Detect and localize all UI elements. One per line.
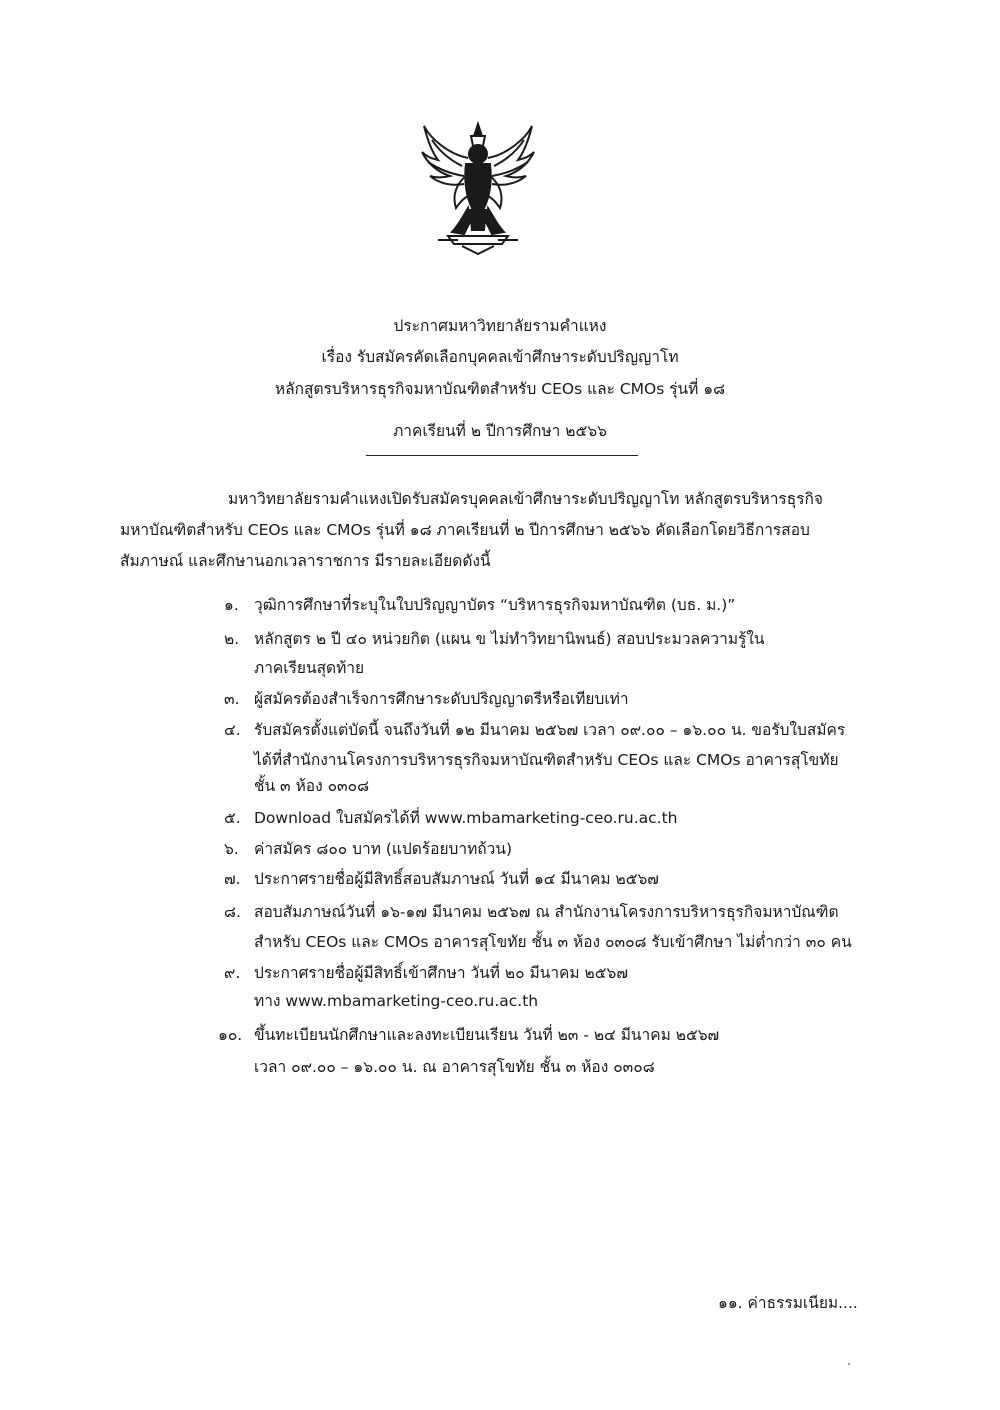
announcement-program: หลักสูตรบริหารธุรกิจมหาบัณฑิตสำหรับ CEOs และ CMOs รุ่นที่ ๑๘ (274, 380, 726, 398)
list-item-text: ค่าสมัคร ๘๐๐ บาท (แปดร้อยบาทถ้วน) (254, 840, 513, 858)
list-item-number: ๓. (224, 690, 240, 708)
list-item-number: ๒. (224, 630, 240, 648)
list-item-text: ภาคเรียนสุดท้าย (254, 659, 365, 677)
list-item-number: ๘. (224, 903, 241, 921)
list-item-number: ๑๐. (218, 1026, 243, 1044)
continuation-note: ๑๑. ค่าธรรมเนียม.... (718, 1294, 858, 1312)
list-item-text: สำหรับ CEOs และ CMOs อาคารสุโขทัย ชั้น ๓ ห้อง ๐๓๐๘ รับเข้าศึกษา ไม่ต่ำกว่า ๓๐ คน (254, 933, 852, 951)
list-item-text: ชั้น ๓ ห้อง ๐๓๐๘ (254, 777, 370, 795)
list-item-number: ๗. (224, 870, 241, 888)
list-item-text: ผู้สมัครต้องสำเร็จการศึกษาระดับปริญญาตรีหรือเทียบเท่า (254, 690, 629, 708)
list-item-number: ๖. (224, 840, 239, 858)
heading-divider (366, 455, 638, 456)
intro-line: มหาบัณฑิตสำหรับ CEOs และ CMOs รุ่นที่ ๑๘ ภาคเรียนที่ ๒ ปีการศึกษา ๒๕๖๖ คัดเลือกโดยวิธีการสอบ (120, 521, 810, 539)
intro-line: สัมภาษณ์ และศึกษานอกเวลาราชการ มีรายละเอียดดังนี้ (120, 552, 491, 570)
scan-speck (848, 1363, 850, 1365)
announcement-semester: ภาคเรียนที่ ๒ ปีการศึกษา ๒๕๖๖ (393, 422, 607, 440)
announcement-subject: เรื่อง รับสมัครคัดเลือกบุคคลเข้าศึกษาระดับปริญญาโท (321, 348, 679, 366)
announcement-title: ประกาศมหาวิทยาลัยรามคำแหง (393, 317, 607, 335)
list-item-number: ๙. (224, 964, 241, 982)
intro-line: มหาวิทยาลัยรามคำแหงเปิดรับสมัครบุคคลเข้าศึกษาระดับปริญญาโท หลักสูตรบริหารธุรกิจ (228, 490, 823, 508)
list-item-number: ๑. (224, 596, 239, 614)
list-item-text: ได้ที่สำนักงานโครงการบริหารธุรกิจมหาบัณฑิตสำหรับ CEOs และ CMOs อาคารสุโขทัย (254, 751, 839, 769)
list-item-text: เวลา ๐๙.๐๐ – ๑๖.๐๐ น. ณ อาคารสุโขทัย ชั้น ๓ ห้อง ๐๓๐๘ (254, 1058, 655, 1076)
list-item-number: ๔. (224, 721, 241, 739)
list-item-text: ประกาศรายชื่อผู้มีสิทธิ์สอบสัมภาษณ์ วันที่ ๑๔ มีนาคม ๒๕๖๗ (254, 870, 659, 888)
list-item-text: สอบสัมภาษณ์วันที่ ๑๖-๑๗ มีนาคม ๒๕๖๗ ณ สำนักงานโครงการบริหารธุรกิจมหาบัณฑิต (254, 903, 839, 921)
list-item-text: หลักสูตร ๒ ปี ๔๐ หน่วยกิต (แผน ข ไม่ทำวิทยานิพนธ์) สอบประมวลความรู้ใน (254, 630, 765, 648)
list-item-text: ประกาศรายชื่อผู้มีสิทธิ์เข้าศึกษา วันที่ ๒๐ มีนาคม ๒๕๖๗ (254, 964, 628, 982)
list-item-text: รับสมัครตั้งแต่บัดนี้ จนถึงวันที่ ๑๒ มีนาคม ๒๕๖๗ เวลา ๐๙.๐๐ – ๑๖.๐๐ น. ขอรับใบสมัคร (254, 721, 846, 739)
list-item-text: วุฒิการศึกษาที่ระบุในใบปริญญาบัตร “บริหารธุรกิจมหาบัณฑิต (บธ. ม.)” (254, 596, 736, 614)
list-item-number: ๕. (224, 809, 241, 827)
list-item-text: ขึ้นทะเบียนนักศึกษาและลงทะเบียนเรียน วันที่ ๒๓ - ๒๔ มีนาคม ๒๕๖๗ (254, 1026, 720, 1044)
list-item-text: Download ใบสมัครได้ที่ www.mbamarketing-ceo.ru.ac.th (254, 809, 678, 827)
list-item-text: ทาง www.mbamarketing-ceo.ru.ac.th (254, 992, 539, 1010)
garuda-emblem-icon (418, 118, 538, 258)
